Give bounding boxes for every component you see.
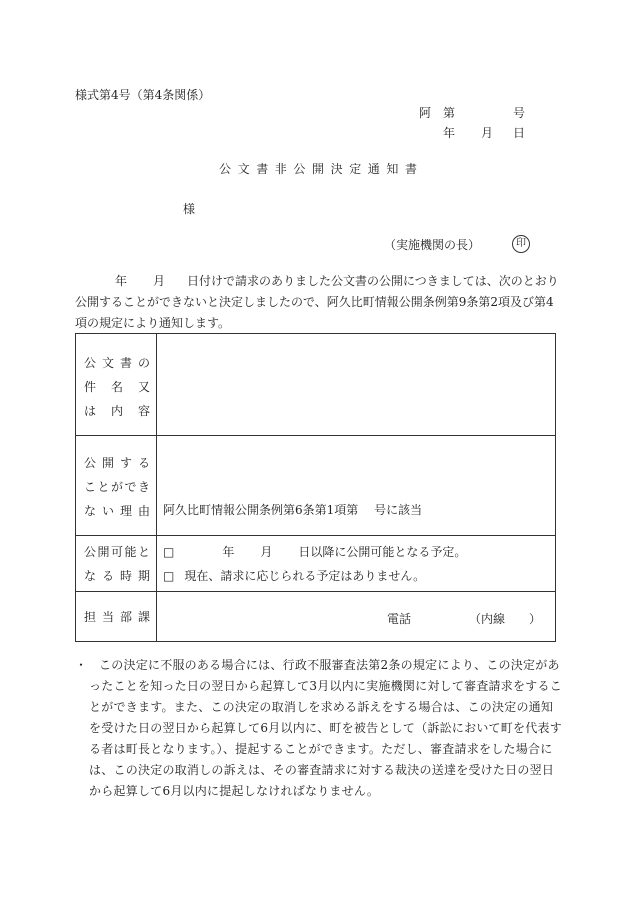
label-char: で [124,480,137,494]
extension-label: （内線 ） [469,612,542,626]
label-char: こ [84,480,97,494]
availability-option-none [163,564,555,588]
label-char: 可 [110,545,123,559]
label-char: が [110,480,123,494]
label-char: 書 [119,356,132,370]
label-char: き [137,480,150,494]
reference-go: 号 [513,106,526,120]
option-year: 年 [222,545,235,559]
reference-prefix: 阿 [419,106,432,120]
date-year: 年 [443,126,456,140]
reference-dai: 第 [443,106,456,120]
decision-table [75,333,556,642]
label-char: い [101,504,114,518]
recipient-suffix: 様 [183,202,196,216]
label-line [84,605,150,629]
label-char: る [101,569,114,583]
availability-option-future [163,540,555,564]
label-char: 由 [137,504,150,518]
bullet: ・ [75,658,88,672]
label-char: 文 [101,356,114,370]
label-char: 公 [84,545,97,559]
label-char: す [119,456,132,470]
label-line [84,564,150,588]
label-line [84,351,150,375]
phone-label: 電話 [387,612,412,626]
label-char: と [97,480,110,494]
label-char: な [84,569,97,583]
label-char: と [137,545,150,559]
label-char: 公 [84,356,97,370]
label-char: 部 [119,610,132,624]
label-char: 開 [101,456,114,470]
checkbox-future[interactable]: □ [163,545,175,559]
label-char: 容 [137,404,150,418]
label-line [84,499,150,523]
intro-month: 月 [153,274,166,288]
label-line [84,375,150,399]
appeal-notice-text: この決定に不服のある場合には、行政不服審査法第2条の規定により、この決定があったことを知った日の翌日から起算して3月以内に実施機関に対して審査請求をすることができます。また、この決定の取消しを求める訴えをする場合は、この決定の通知を受けた日の翌日から起算して6月以内に、町を被告として（訴訟において町を代表する者は町長となります。）、提起することができます。ただし、審査請求をした場合には、この決定の取消しの訴えは、その審査請求に対する裁決の送達を受けた日の翌日から起算して6月以内に提起しなければなりません。 [89,658,562,798]
label-reason [76,436,157,536]
sender-label: （実施機関の長） [384,238,481,252]
value-document-name [157,334,556,436]
value-reason [157,436,556,536]
label-char: 又 [137,380,150,394]
label-line [84,540,150,564]
label-char: 期 [137,569,150,583]
label-document-name [76,334,157,436]
label-char: 課 [137,610,150,624]
intro-year: 年 [115,274,128,288]
label-char: 能 [124,545,137,559]
label-department [76,592,157,642]
option-month: 月 [260,545,273,559]
row-document-name [76,334,556,436]
label-line [84,475,150,499]
reason-text: 阿久比町情報公開条例第6条第1項第 号に該当 [163,503,423,517]
row-availability [76,536,556,592]
label-char: 内 [110,404,123,418]
label-line [84,399,150,423]
label-char: の [137,356,150,370]
seal-mark: 印 [512,235,530,253]
value-availability [157,536,556,592]
value-department [157,592,556,642]
row-reason [76,436,556,536]
label-char: 当 [101,610,114,624]
label-availability [76,536,157,592]
label-char: 担 [84,610,97,624]
label-char: 公 [84,456,97,470]
label-char: は [84,404,97,418]
label-char: 時 [119,569,132,583]
option-future-text: 日以降に公開可能となる予定。 [298,545,467,559]
row-department [76,592,556,642]
label-char: 件 [84,380,97,394]
option-none-text: 現在、請求に応じられる予定はありません。 [184,569,426,583]
label-char: る [137,456,150,470]
label-char: 理 [119,504,132,518]
label-char: 開 [97,545,110,559]
label-line [84,451,150,475]
intro-text: 日付けで請求のありました公文書の公開につきましては、次のとおり公開することができないと決定しましたので、阿久比町情報公開条例第9条第2項及び第4項の規定により通知します。 [75,274,559,330]
label-char: な [84,504,97,518]
intro-paragraph [75,271,559,334]
checkbox-none[interactable]: □ [163,569,175,583]
date-month: 月 [481,126,494,140]
date-day: 日 [513,126,526,140]
appeal-notice [75,655,565,802]
document-title: 公文書非公開決定通知書 [219,162,424,176]
label-char: 名 [110,380,123,394]
form-number: 様式第4号（第4条関係） [75,88,211,102]
